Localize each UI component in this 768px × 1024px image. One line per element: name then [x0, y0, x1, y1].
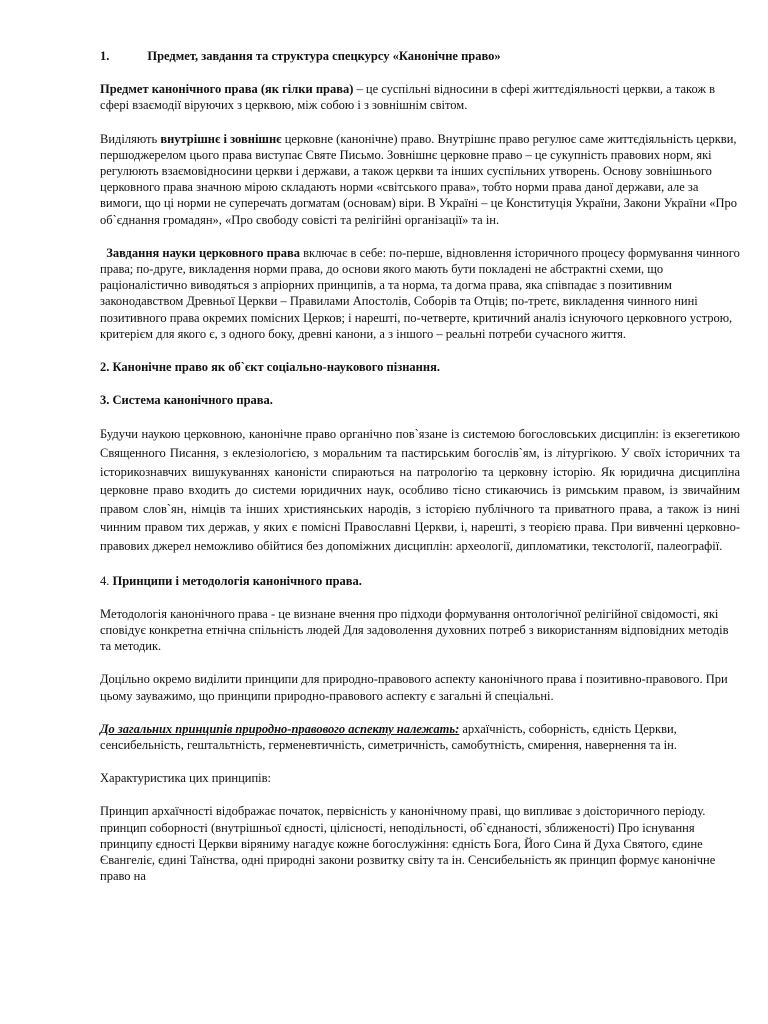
- heading-1-title: Предмет, завдання та структура спецкурсу «Канонічне право»: [147, 49, 501, 63]
- heading-1-number: 1.: [100, 49, 110, 63]
- paragraph-subject: [100, 81, 740, 113]
- paragraph-principles: Доцільно окремо виділити принципи для природно-правового аспекту канонічного права і позитивно-правового. При цьому зауважимо, що принципи природно-правового аспекту є загальні й спеціальні.: [100, 672, 728, 703]
- internal-text-rest: церковне (канонічне) право. Внутрішнє право регулює саме життєдіяльність церкви, першоджерелом цього права виступає Святе Письмо. Зовнішнє церковне право – це сукупність правових норм, які регулюють взаємовідносини церкви і держави, а також церкви та інших суспільних утворень. Основу зовнішнього церковного права значною мірою складають норми «світського права», тобто норми права даної держави, але за вимоги, що ці норми не суперечать догматам (основам) віри. В Україні – це Конституція України, Закони України «Про об`єднання громадян», «Про свободу совісті та релігійні організації» та ін.: [100, 131, 738, 227]
- heading-1: [100, 48, 740, 64]
- heading-4: [100, 573, 740, 589]
- general-principles-term: До загальних принципів природно-правового аспекту належать:: [100, 721, 460, 736]
- general-principles-text: архаїчність, соборність, єдність Церкви, сенсибельність, гештальтність, герменевтичність, симетричність, самобутність, смирення, навернення та ін.: [100, 721, 677, 753]
- paragraph-system: Будучи наукою церковною, канонічне право органічно пов`язане із системою богословських дисциплін: із екзегетикою Священного Писання, з еклезіологією, з моральним та пастирським богослів`ям, із літургікою. У своїх історичних та історикознавчих вишукуваннях каноністи спираються на патрологію та церковну історію. Як юридична дисципліна церковне право входить до системи юридичних наук, особливо тісно стикаючись із римським правом, із звичайним правом слов`ян, німців та інших християнських народів, з історією публічного та приватного права, а також із нині чинним правом тих держав, у яких є помісні Православні Церкви, і, нарешті, з теорією права. При вивченні церковно-правових джерел неможливо обійтися без допоміжних дисциплін: археології, дипломатики, текстології, палеографії.: [100, 427, 740, 554]
- paragraph-general-principles: [100, 721, 740, 753]
- document-page: [100, 48, 740, 901]
- heading-4-title: Принципи і методологія канонічного права.: [112, 573, 362, 588]
- paragraph-archaic: Принцип архаїчності відображає початок, первісність у канонічному праві, що випливає з доісторичного періоду. принцип соборності (внутрішньої єдності, цілісності, неподільності, об`єднаності, зближеності) Про існування принципу єдності Церкви віряниму нагадує кожне богослужіння: єдність Бога, Його Сина й Духа Святого, єдине Євангеліє, єдині Таїнства, одні природні закони розвитку світу та ін. Сенсибельність як принцип формує канонічне право на: [100, 804, 716, 884]
- paragraph-methodology: Методологія канонічного права - це визнане вчення про підходи формування онтологічної релігійної свідомості, які сповідує конкретна етнічна спільність людей Для задоволення духовних потреб з використанням відповідних методів та методик.: [100, 606, 729, 654]
- tasks-text: включає в себе: по-перше, відновлення історичного процесу формування чинного права; по-друге, викладення норми права, до основи якого мають бути покладені не абстрактні схеми, що раціоналістично виводяться з апріорних принципів, а та норма, та догма права, яка співпадає з позитивним законодавством Древньої Церкви – Правилами Апостолів, Соборів та Отців; по-третє, викладення чинного нині позитивного права окремих помісних Церков; і нарешті, по-четверте, критичний аналіз існуючого церковного устрою, критерієм для якого є, з одного боку, древні канони, а з іншого – реальні потреби сучасного життя.: [100, 245, 740, 341]
- subject-term: Предмет канонічного права (як гілки права): [100, 82, 354, 97]
- heading-2: 2. Канонічне право як об`єкт соціально-наукового пізнання.: [100, 360, 440, 375]
- subject-text: – це суспільні відносини в сфері життєдіяльності церкви, а також в сфері взаємодії віруючих з церквою, між собою і з зовнішнім світом.: [100, 82, 716, 113]
- paragraph-tasks: [100, 245, 740, 342]
- paragraph-characteristics: Характуристика цих принципів:: [100, 771, 272, 786]
- heading-4-number: 4.: [100, 573, 113, 588]
- tasks-term: Завдання науки церковного права: [106, 245, 301, 260]
- heading-3: 3. Система канонічного права.: [100, 393, 273, 408]
- internal-external-term: внутрішнє і зовнішнє: [160, 131, 282, 146]
- paragraph-internal-external: [100, 131, 740, 228]
- internal-text-start: Виділяють: [100, 131, 161, 146]
